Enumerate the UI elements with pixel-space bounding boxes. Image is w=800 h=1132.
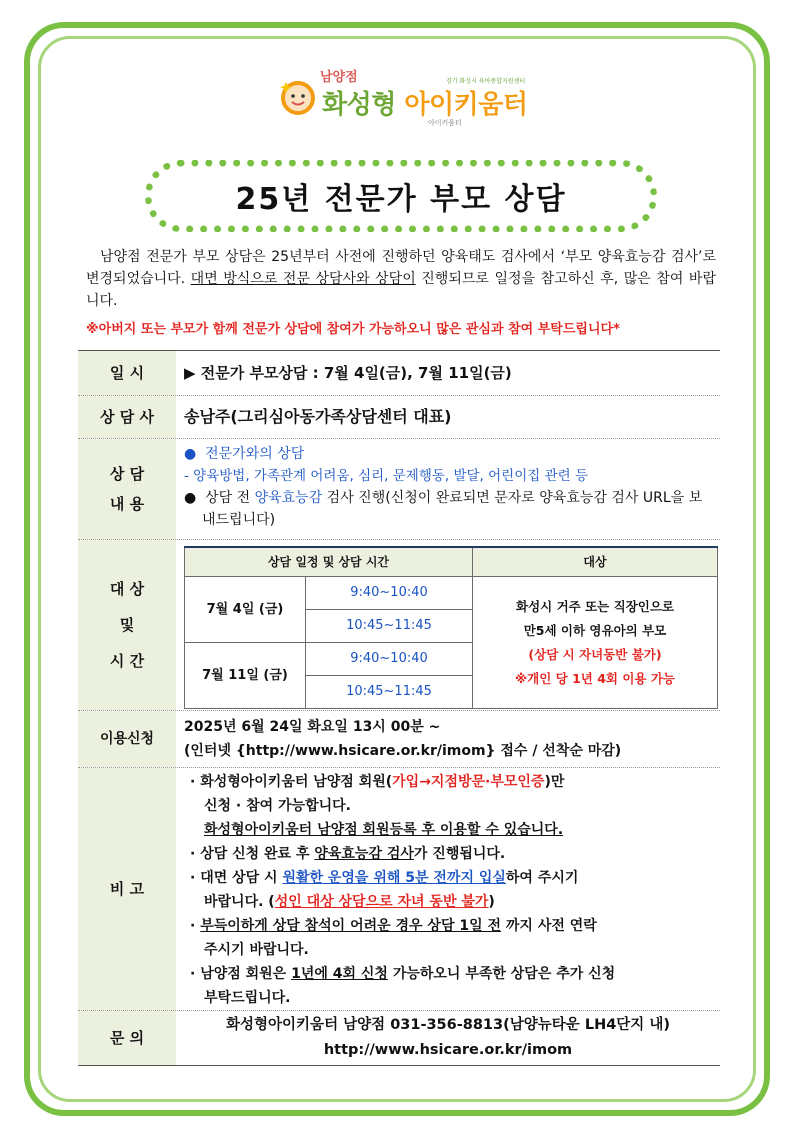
remark-item: · 대면 상담 시 원활한 운영을 위해 5분 전까지 입실하여 주시기 bbox=[190, 870, 579, 886]
schedule-table bbox=[184, 546, 718, 709]
row-value: ▶ 전문가 부모상담 : 7월 4일(금), 7월 11일(금) bbox=[184, 364, 512, 382]
row-label: 대 상 및 시 간 bbox=[78, 540, 176, 710]
logo-branch-text: 남양점 bbox=[320, 70, 358, 85]
row-target bbox=[78, 539, 720, 710]
row-apply bbox=[78, 710, 720, 767]
row-value: 송남주(그리심아동가족상담센터 대표) bbox=[184, 407, 452, 426]
row-label: 비 고 bbox=[78, 768, 176, 1010]
remark-item-cont: 주시기 바랍니다. bbox=[204, 942, 309, 958]
row-counselor bbox=[78, 395, 720, 438]
schedule-time: 10:45~11:45 bbox=[306, 676, 473, 709]
row-remarks bbox=[78, 767, 720, 1010]
content-bullet-1: ● 전문가와의 상담 bbox=[184, 446, 305, 462]
schedule-time: 9:40~10:40 bbox=[306, 643, 473, 676]
row-label: 문 의 bbox=[78, 1011, 176, 1065]
target-description: 화성시 거주 또는 직장인으로 만5세 이하 영유아의 부모 (상담 시 자녀동반 불가) ※개인 당 1년 4회 이용 가능 bbox=[473, 577, 718, 709]
schedule-time: 10:45~11:45 bbox=[306, 610, 473, 643]
remark-item-cont: 바랍니다. (성인 대상 상담으로 자녀 동반 불가) bbox=[204, 894, 495, 910]
logo-sub-text: 아이키움터 bbox=[428, 119, 462, 127]
info-table bbox=[78, 350, 720, 1066]
remark-item: · 부득이하게 상담 참석이 어려운 경우 상담 1일 전 까지 사전 연락 bbox=[190, 918, 597, 934]
inquiry-url[interactable]: http://www.hsicare.or.kr/imom bbox=[323, 1042, 573, 1058]
logo-tiny-text: 경기 화성시 육아종합지원센터 bbox=[446, 78, 526, 85]
title-box bbox=[145, 160, 657, 232]
row-label: 일 시 bbox=[78, 351, 176, 395]
logo-main-text: 화성형 아이키움터 bbox=[322, 90, 528, 120]
remark-item-cont: 부탁드립니다. bbox=[204, 990, 291, 1006]
remark-item: · 남양점 회원은 1년에 4회 신청 가능하오니 부족한 상담은 추가 신청 bbox=[190, 966, 616, 982]
logo-face-icon bbox=[280, 80, 316, 116]
remark-item: · 화성형아이키움터 남양점 회원(가입→지점방문·부모인증)만 bbox=[190, 774, 565, 790]
schedule-time: 9:40~10:40 bbox=[306, 577, 473, 610]
row-value bbox=[176, 1011, 720, 1065]
schedule-day-2: 7월 11일 (금) bbox=[185, 643, 306, 709]
inquiry-contact: 화성형아이키움터 남양점 031-356-8813(남양뉴타운 LH4단지 내) bbox=[226, 1017, 670, 1033]
schedule-day-1: 7월 4일 (금) bbox=[185, 577, 306, 643]
row-content bbox=[78, 438, 720, 539]
target-header: 대상 bbox=[473, 547, 718, 577]
notice-text: ※아버지 또는 부모가 함께 전문가 상담에 참여가 가능하오니 많은 관심과 참여 부탁드립니다* bbox=[86, 322, 620, 337]
remark-item: · 상담 신청 완료 후 양육효능감 검사가 진행됩니다. bbox=[190, 846, 506, 862]
row-value bbox=[176, 768, 720, 1010]
row-value bbox=[176, 540, 724, 710]
schedule-header: 상담 일정 및 상담 시간 bbox=[185, 547, 473, 577]
row-value: 2025년 6월 24일 화요일 13시 00분 ~ (인터넷 {http://www.hsicare.or.kr/imom} 접수 / 선착순 마감) bbox=[184, 719, 622, 759]
bullet-dot-icon: ● bbox=[184, 446, 197, 462]
row-label: 상 담 내 용 bbox=[78, 439, 176, 539]
remark-item-cont: 화성형아이키움터 남양점 회원등록 후 이용할 수 있습니다. bbox=[204, 822, 564, 838]
intro-paragraph: 남양점 전문가 부모 상담은 25년부터 사전에 진행하던 양육태도 검사에서 ‘부모 양육효능감 검사’로 변경되었습니다. 대면 방식으로 전문 상담사와 상담이 진행되므로 일정을 참고하신 후, 많은 참여 바랍니다. bbox=[86, 249, 716, 309]
content-bullet-1-sub: - 양육방법, 가족관계 어려움, 심리, 문제행동, 발달, 어린이집 관련 등 bbox=[184, 468, 589, 484]
row-label: 상 담 사 bbox=[78, 396, 176, 438]
logo bbox=[278, 66, 528, 136]
row-date bbox=[78, 350, 720, 395]
bullet-dot-icon: ● bbox=[184, 490, 197, 506]
row-inquiry bbox=[78, 1010, 720, 1066]
page-title: 25년 전문가 부모 상담 bbox=[235, 182, 567, 217]
content-bullet-2: ● 상담 전 양육효능감 검사 진행(신청이 완료되면 문자로 양육효능감 검사 URL을 보내드립니다) bbox=[184, 490, 703, 528]
remark-item-cont: 신청 · 참여 가능합니다. bbox=[204, 798, 351, 814]
row-value bbox=[176, 439, 720, 539]
row-label: 이용신청 bbox=[78, 711, 176, 767]
